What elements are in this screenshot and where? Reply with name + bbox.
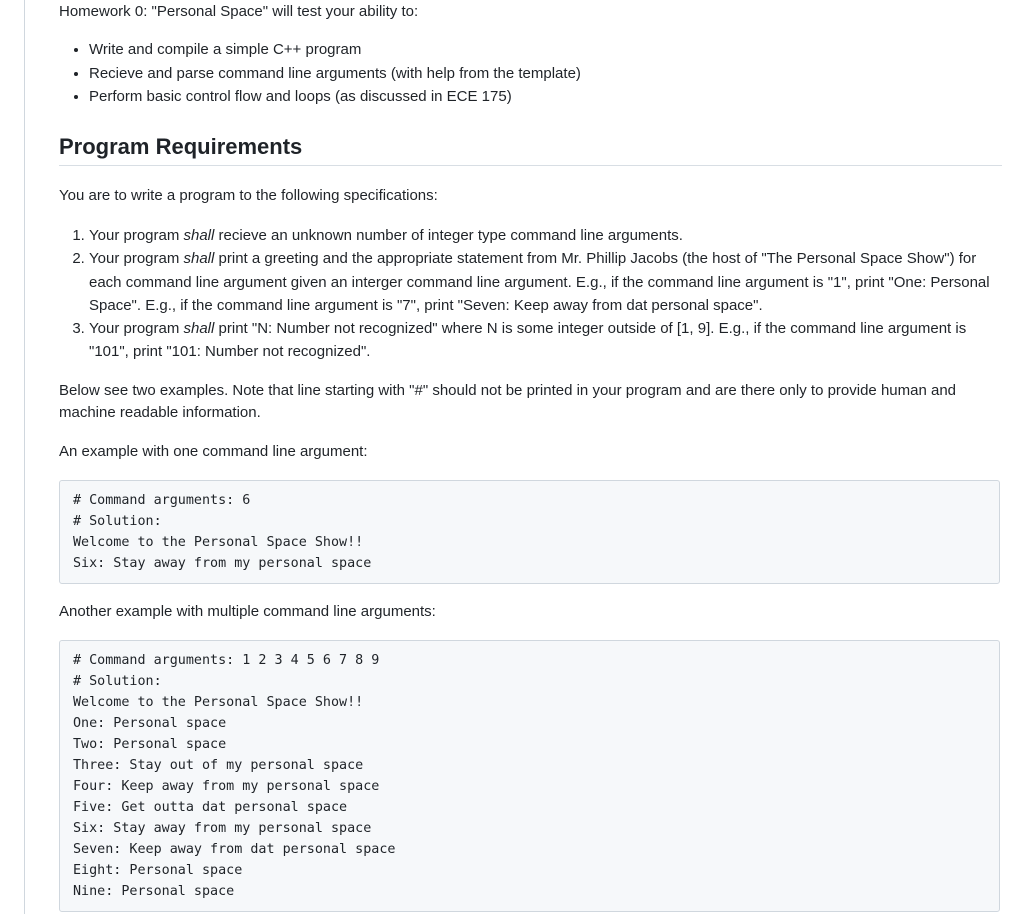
requirements-list	[59, 224, 1002, 364]
code-line: One: Personal space	[73, 716, 227, 731]
example1-label: An example with one command line argument:	[59, 443, 368, 460]
skills-list-item: • Recieve and parse command line arguments (with help from the template)	[89, 62, 581, 86]
skills-list-item: • Write and compile a simple C++ program	[89, 38, 581, 62]
requirement-emphasis: shall	[183, 250, 215, 268]
requirement-text-start: Your program	[89, 227, 184, 244]
code-line: # Command arguments: 1 2 3 4 5 6 7 8 9	[73, 653, 380, 668]
requirement-text-start: Your program	[89, 320, 184, 338]
left-border-rule	[24, 0, 25, 914]
requirement-item	[89, 317, 1002, 364]
code-line: Welcome to the Personal Space Show!!	[73, 535, 364, 550]
skills-list-item: • Perform basic control flow and loops (as discussed in ECE 175)	[89, 85, 581, 109]
example2-code-block[interactable]	[59, 640, 1000, 912]
code-lines	[60, 641, 999, 902]
code-line: # Solution:	[73, 674, 162, 689]
code-line: Nine: Personal space	[73, 884, 235, 899]
requirement-text-end: recieve an unknown number of integer type command line arguments.	[214, 227, 683, 244]
code-line: Six: Stay away from my personal space	[73, 556, 372, 571]
code-line: Four: Keep away from my personal space	[73, 779, 380, 794]
code-line: Eight: Personal space	[73, 863, 243, 878]
example2-label: Another example with multiple command line arguments:	[59, 603, 436, 620]
code-lines	[60, 481, 999, 574]
code-line: Two: Personal space	[73, 737, 227, 752]
code-line: # Solution:	[73, 514, 162, 529]
requirement-item	[89, 247, 1002, 317]
code-line: Six: Stay away from my personal space	[73, 821, 372, 836]
requirement-emphasis: shall	[183, 227, 215, 244]
code-line: Welcome to the Personal Space Show!!	[73, 695, 364, 710]
examples-note: Below see two examples. Note that line starting with "#" should not be printed in your program and are there only to provide human and machine readable information.	[59, 382, 956, 421]
requirement-item	[89, 224, 1002, 247]
intro-text: Homework 0: "Personal Space" will test your ability to:	[59, 3, 419, 20]
example1-code-block[interactable]	[59, 480, 1000, 584]
code-line: Seven: Keep away from dat personal space	[73, 842, 396, 857]
code-line: Five: Get outta dat personal space	[73, 800, 348, 815]
skills-list	[59, 38, 581, 109]
code-line: Three: Stay out of my personal space	[73, 758, 364, 773]
requirement-text-end: print "N: Number not recognized" where N is some integer outside of [1, 9]. E.g., if the command line argument is "101", print "101: Number not recognized".	[89, 320, 967, 361]
requirement-text-end: print a greeting and the appropriate statement from Mr. Phillip Jacobs (the host of "The Personal Space Show") for each command line argument given an interger command line argument. E.g., if the command line argument is "1", print "One: Personal Space". E.g., if the command line argument is "7", print "Seven: Keep away from dat personal space".	[89, 250, 990, 314]
code-line: # Command arguments: 6	[73, 493, 251, 508]
spec-intro-text: You are to write a program to the following specifications:	[59, 187, 438, 204]
requirement-text-start: Your program	[89, 250, 184, 268]
requirement-emphasis: shall	[183, 320, 215, 338]
section-heading: Program Requirements	[59, 133, 1002, 166]
